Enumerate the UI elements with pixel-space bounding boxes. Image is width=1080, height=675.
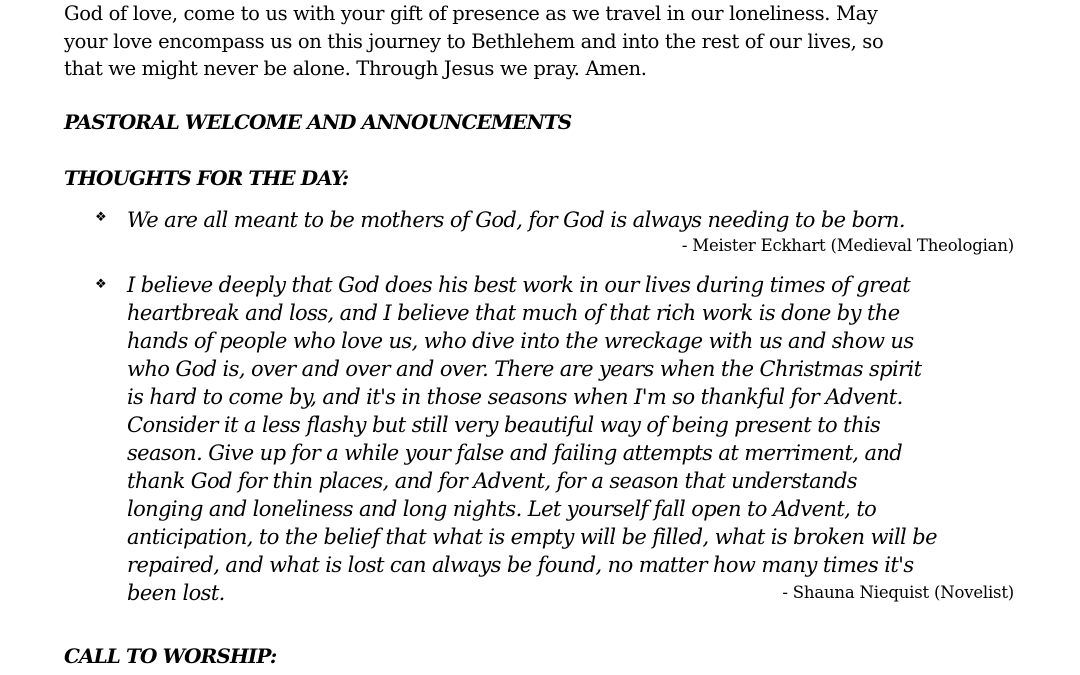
quote-attribution-eckhart: - Meister Eckhart (Medieval Theologian) (681, 236, 1014, 255)
quote-line: is hard to come by, and it's in those seasons when I'm so thankful for Advent. (127, 385, 903, 409)
quote-eckhart (127, 206, 905, 234)
quote-line: thank God for thin places, and for Advent, for a season that understands (127, 469, 857, 493)
quote-line: season. Give up for a while your false and failing attempts at merriment, and (127, 441, 903, 465)
quote-line: heartbreak and loss, and I believe that much of that rich work is done by the (127, 301, 900, 325)
quote-line: Consider it a less flashy but still very beautiful way of being present to this (127, 413, 881, 437)
section-heading-call-to-worship: CALL TO WORSHIP: (64, 644, 277, 668)
section-heading-pastoral-welcome: PASTORAL WELCOME AND ANNOUNCEMENTS (64, 110, 572, 134)
quote-line: We are all meant to be mothers of God, for God is always needing to be born. (127, 208, 905, 232)
quote-line: anticipation, to the belief that what is empty will be filled, what is broken will be (127, 525, 937, 549)
quote-line: longing and loneliness and long nights. Let yourself fall open to Advent, to (127, 497, 877, 521)
prayer-line: that we might never be alone. Through Jesus we pray. Amen. (64, 57, 647, 80)
quote-attribution-niequist: - Shauna Niequist (Novelist) (782, 583, 1014, 602)
quote-line: hands of people who love us, who dive into the wreckage with us and show us (127, 329, 914, 353)
closing-prayer (64, 0, 1054, 83)
diamond-bullet-icon: ❖ (95, 277, 107, 292)
quote-line: who God is, over and over and over. There are years when the Christmas spirit (127, 357, 922, 381)
prayer-line: your love encompass us on this journey to Bethlehem and into the rest of our lives, so (64, 29, 884, 53)
quote-line: I believe deeply that God does his best work in our lives during times of great (127, 273, 911, 297)
quote-niequist (127, 271, 937, 607)
quote-line: repaired, and what is lost can always be found, no matter how many times it's (127, 553, 914, 577)
quote-line: been lost. (127, 581, 225, 605)
diamond-bullet-icon: ❖ (95, 210, 107, 225)
section-heading-thoughts: THOUGHTS FOR THE DAY: (64, 166, 349, 190)
prayer-line: God of love, come to us with your gift of presence as we travel in our loneliness. May (64, 2, 878, 25)
